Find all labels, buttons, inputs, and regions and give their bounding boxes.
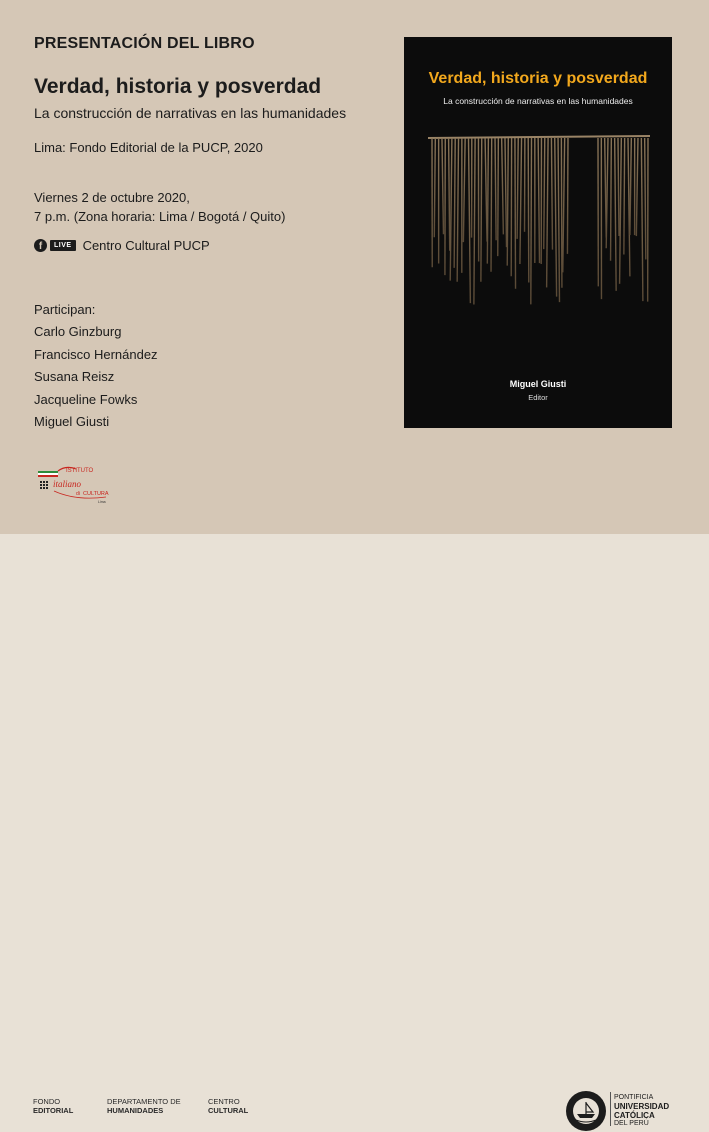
footer <box>0 534 709 617</box>
event-datetime <box>34 188 285 226</box>
quipu-cord <box>487 138 488 264</box>
quipu-cord <box>645 138 646 259</box>
quipu-cord <box>618 138 619 236</box>
participants-list <box>34 324 158 437</box>
quipu-cord <box>457 138 458 282</box>
quipu-cord <box>620 138 622 284</box>
quipu-cord <box>449 138 450 251</box>
istituto-italiano-cultura-logo <box>36 465 112 509</box>
pucp-logo-text[interactable] <box>614 1094 669 1128</box>
iic-line2: italiano <box>53 479 82 489</box>
quipu-cord <box>630 138 631 235</box>
event-kicker: PRESENTACIÓN DEL LIBRO <box>34 35 255 53</box>
dept-line2: CULTURAL <box>208 1106 248 1115</box>
book-title: Verdad, historia y posverdad <box>34 75 321 99</box>
cover-author: Miguel Giusti <box>404 379 672 389</box>
participant-name: Francisco Hernández <box>34 347 158 370</box>
book-subtitle: La construcción de narrativas en las humanidades <box>34 105 346 121</box>
quipu-cord <box>481 138 482 282</box>
quipu-cord <box>624 138 625 254</box>
participant-name: Susana Reisz <box>34 369 158 392</box>
quipu-cord <box>628 138 630 276</box>
quipu-cord <box>561 138 562 288</box>
quipu-cord <box>485 138 487 242</box>
quipu-cord <box>641 138 643 301</box>
quipu-cord <box>502 138 504 234</box>
pucp-seal-icon <box>565 1090 607 1132</box>
footer-centro-cultural[interactable] <box>208 1097 248 1115</box>
dept-line1: FONDO <box>33 1097 73 1106</box>
quipu-cord <box>491 138 492 272</box>
quipu-cord <box>528 138 529 282</box>
quipu-cord <box>547 138 548 287</box>
event-date: Viernes 2 de octubre 2020, <box>34 188 285 207</box>
iic-line3: di <box>76 491 80 497</box>
book-cover <box>404 37 672 428</box>
quipu-cord <box>434 138 435 237</box>
cover-subtitle: La construcción de narrativas en las humanidades <box>404 96 672 106</box>
quipu-cord <box>454 138 455 268</box>
quipu-cord <box>520 138 522 264</box>
quipu-cord <box>498 138 499 256</box>
quipu-cord <box>615 138 616 291</box>
quipu-cord <box>505 138 507 247</box>
iic-line5: Lima <box>98 500 106 504</box>
quipu-cord <box>555 138 557 297</box>
quipu-cord <box>507 138 508 266</box>
dept-line2: EDITORIAL <box>33 1106 73 1115</box>
live-stream-info[interactable] <box>34 238 210 253</box>
iic-line1: ISTITUTO <box>66 468 94 474</box>
live-badge: LIVE <box>50 240 76 251</box>
iic-line4: CULTURA <box>83 491 109 497</box>
participant-name: Carlo Ginzburg <box>34 324 158 347</box>
facebook-icon: f <box>34 239 47 252</box>
cover-role: Editor <box>404 393 672 402</box>
pucp-line3: CATÓLICA <box>614 1111 669 1120</box>
quipu-cord <box>515 138 516 289</box>
quipu-cord <box>611 138 612 261</box>
quipu-cord <box>450 138 452 281</box>
cover-title: Verdad, historia y posverdad <box>404 70 672 88</box>
quipu-cord <box>544 138 545 249</box>
footer-fondo-editorial[interactable] <box>33 1097 73 1115</box>
participant-name: Jacqueline Fowks <box>34 392 158 415</box>
quipu-cord <box>551 138 552 250</box>
dept-line1: CENTRO <box>208 1097 248 1106</box>
quipu-cord <box>442 138 444 234</box>
pucp-divider <box>610 1092 611 1126</box>
quipu-cord <box>636 138 638 236</box>
quipu-cord <box>558 138 559 302</box>
quipu-cord <box>606 138 608 248</box>
footer-departamento-humanidades[interactable] <box>107 1097 181 1115</box>
pucp-line1: PONTIFICIA <box>614 1094 669 1102</box>
book-publisher: Lima: Fondo Editorial de la PUCP, 2020 <box>34 140 263 155</box>
quipu-cord <box>563 138 565 272</box>
event-venue: Centro Cultural PUCP <box>83 238 210 253</box>
participant-name: Miguel Giusti <box>34 414 158 437</box>
event-time: 7 p.m. (Zona horaria: Lima / Bogotá / Quito) <box>34 207 285 226</box>
quipu-cord <box>517 138 518 239</box>
quipu-image <box>426 132 652 312</box>
dept-line1: DEPARTAMENTO DE <box>107 1097 181 1106</box>
pucp-line4: DEL PERÚ <box>614 1120 669 1128</box>
pucp-line2: UNIVERSIDAD <box>614 1102 669 1111</box>
quipu-cord <box>567 138 568 254</box>
quipu-cord <box>468 138 470 303</box>
poster-main-area <box>0 0 709 534</box>
quipu-cord <box>495 138 496 240</box>
dept-line2: HUMANIDADES <box>107 1106 181 1115</box>
quipu-cord <box>538 138 539 263</box>
quipu-cord <box>474 138 475 304</box>
quipu-cord <box>531 138 532 304</box>
quipu-cord <box>463 138 465 242</box>
participants-label: Participan: <box>34 302 95 317</box>
